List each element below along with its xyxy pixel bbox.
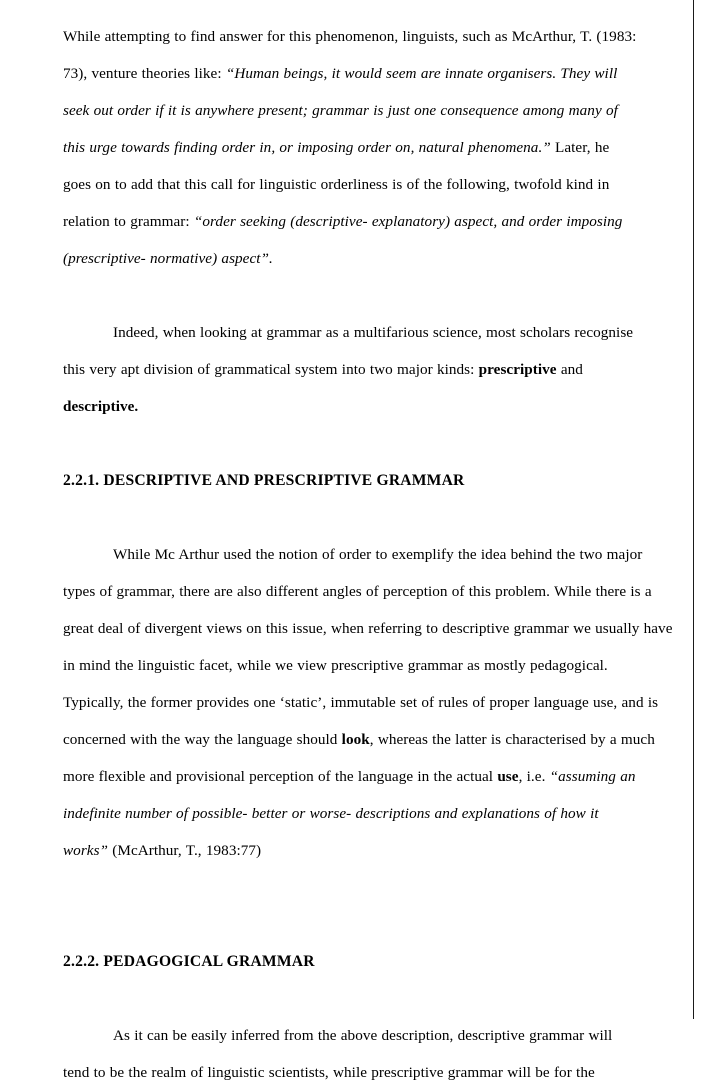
line-text: works” (McArthur, T., 1983:77) <box>63 842 262 859</box>
heading-gap-after-222 <box>63 980 680 1017</box>
line-text: seek out order if it is anywhere present; grammar is just one consequence among many of <box>63 102 618 119</box>
line-text: more flexible and provisional perception of the language in the actual use, i.e. “assuming an <box>63 768 636 785</box>
line-text: While attempting to find answer for this phenomenon, linguists, such as McArthur, T. (1983: <box>63 28 637 45</box>
line-text: descriptive. <box>63 398 139 415</box>
heading-2-2-2: 2.2.2. PEDAGOGICAL GRAMMAR <box>63 953 315 970</box>
para-1-line-6 <box>63 203 680 240</box>
line-text: As it can be easily inferred from the above description, descriptive grammar will <box>113 1027 613 1044</box>
para-2-line-3 <box>63 388 680 425</box>
para-1-line-7 <box>63 240 680 277</box>
para-3-line-8 <box>63 795 680 832</box>
para-4-line-2 <box>63 1054 680 1091</box>
line-text: tend to be the realm of linguistic scientists, while prescriptive grammar will be for the <box>63 1064 595 1081</box>
line-text: relation to grammar: “order seeking (descriptive- explanatory) aspect, and order imposing <box>63 213 623 230</box>
text-column <box>63 0 680 1091</box>
para-1-line-3 <box>63 92 680 129</box>
para-1-line-5 <box>63 166 680 203</box>
para-4-line-1 <box>63 1017 680 1054</box>
paragraph-gap-1 <box>63 277 680 314</box>
paragraph-intro-theories <box>63 18 680 55</box>
gap-before-222-a <box>63 869 680 906</box>
line-text: types of grammar, there are also different angles of perception of this problem. While there is a <box>63 583 652 600</box>
heading-gap-after-221 <box>63 499 680 536</box>
para-3-line-2 <box>63 573 680 610</box>
para-2-line-2 <box>63 351 680 388</box>
para-3-line-1 <box>63 536 680 573</box>
line-text: great deal of divergent views on this issue, when referring to descriptive grammar we usually have <box>63 620 673 637</box>
heading-gap-before-221 <box>63 425 680 462</box>
para-3-line-7 <box>63 758 680 795</box>
para-3-line-6 <box>63 721 680 758</box>
line-text: in mind the linguistic facet, while we view prescriptive grammar as mostly pedagogical. <box>63 657 608 674</box>
line-text: Indeed, when looking at grammar as a multifarious science, most scholars recognise <box>113 324 634 341</box>
top-margin-spacer <box>63 0 680 18</box>
line-text: concerned with the way the language should look, whereas the latter is characterised by a much <box>63 731 655 748</box>
line-text: Typically, the former provides one ‘static’, immutable set of rules of proper language use, and is <box>63 694 659 711</box>
para-2-line-1 <box>63 314 680 351</box>
line-text: While Mc Arthur used the notion of order to exemplify the idea behind the two major <box>113 546 643 563</box>
line-text: 73), venture theories like: “Human beings, it would seem are innate organisers. They will <box>63 65 618 82</box>
para-1-line-2 <box>63 55 680 92</box>
line-text: (prescriptive- normative) aspect”. <box>63 250 273 267</box>
line-text: indefinite number of possible- better or worse- descriptions and explanations of how it <box>63 805 599 822</box>
para-3-line-9 <box>63 832 680 869</box>
line-text: this urge towards finding order in, or imposing order on, natural phenomena.” Later, he <box>63 139 610 156</box>
para-3-line-5 <box>63 684 680 721</box>
gap-before-222-b <box>63 906 680 943</box>
para-3-line-4 <box>63 647 680 684</box>
heading-2-2-1: 2.2.1. DESCRIPTIVE AND PRESCRIPTIVE GRAMMAR <box>63 472 465 489</box>
para-1-line-4 <box>63 129 680 166</box>
page-gutter <box>695 0 706 1019</box>
line-text: goes on to add that this call for linguistic orderliness is of the following, twofold kind in <box>63 176 610 193</box>
line-text: this very apt division of grammatical system into two major kinds: prescriptive and <box>63 361 583 378</box>
para-3-line-3 <box>63 610 680 647</box>
